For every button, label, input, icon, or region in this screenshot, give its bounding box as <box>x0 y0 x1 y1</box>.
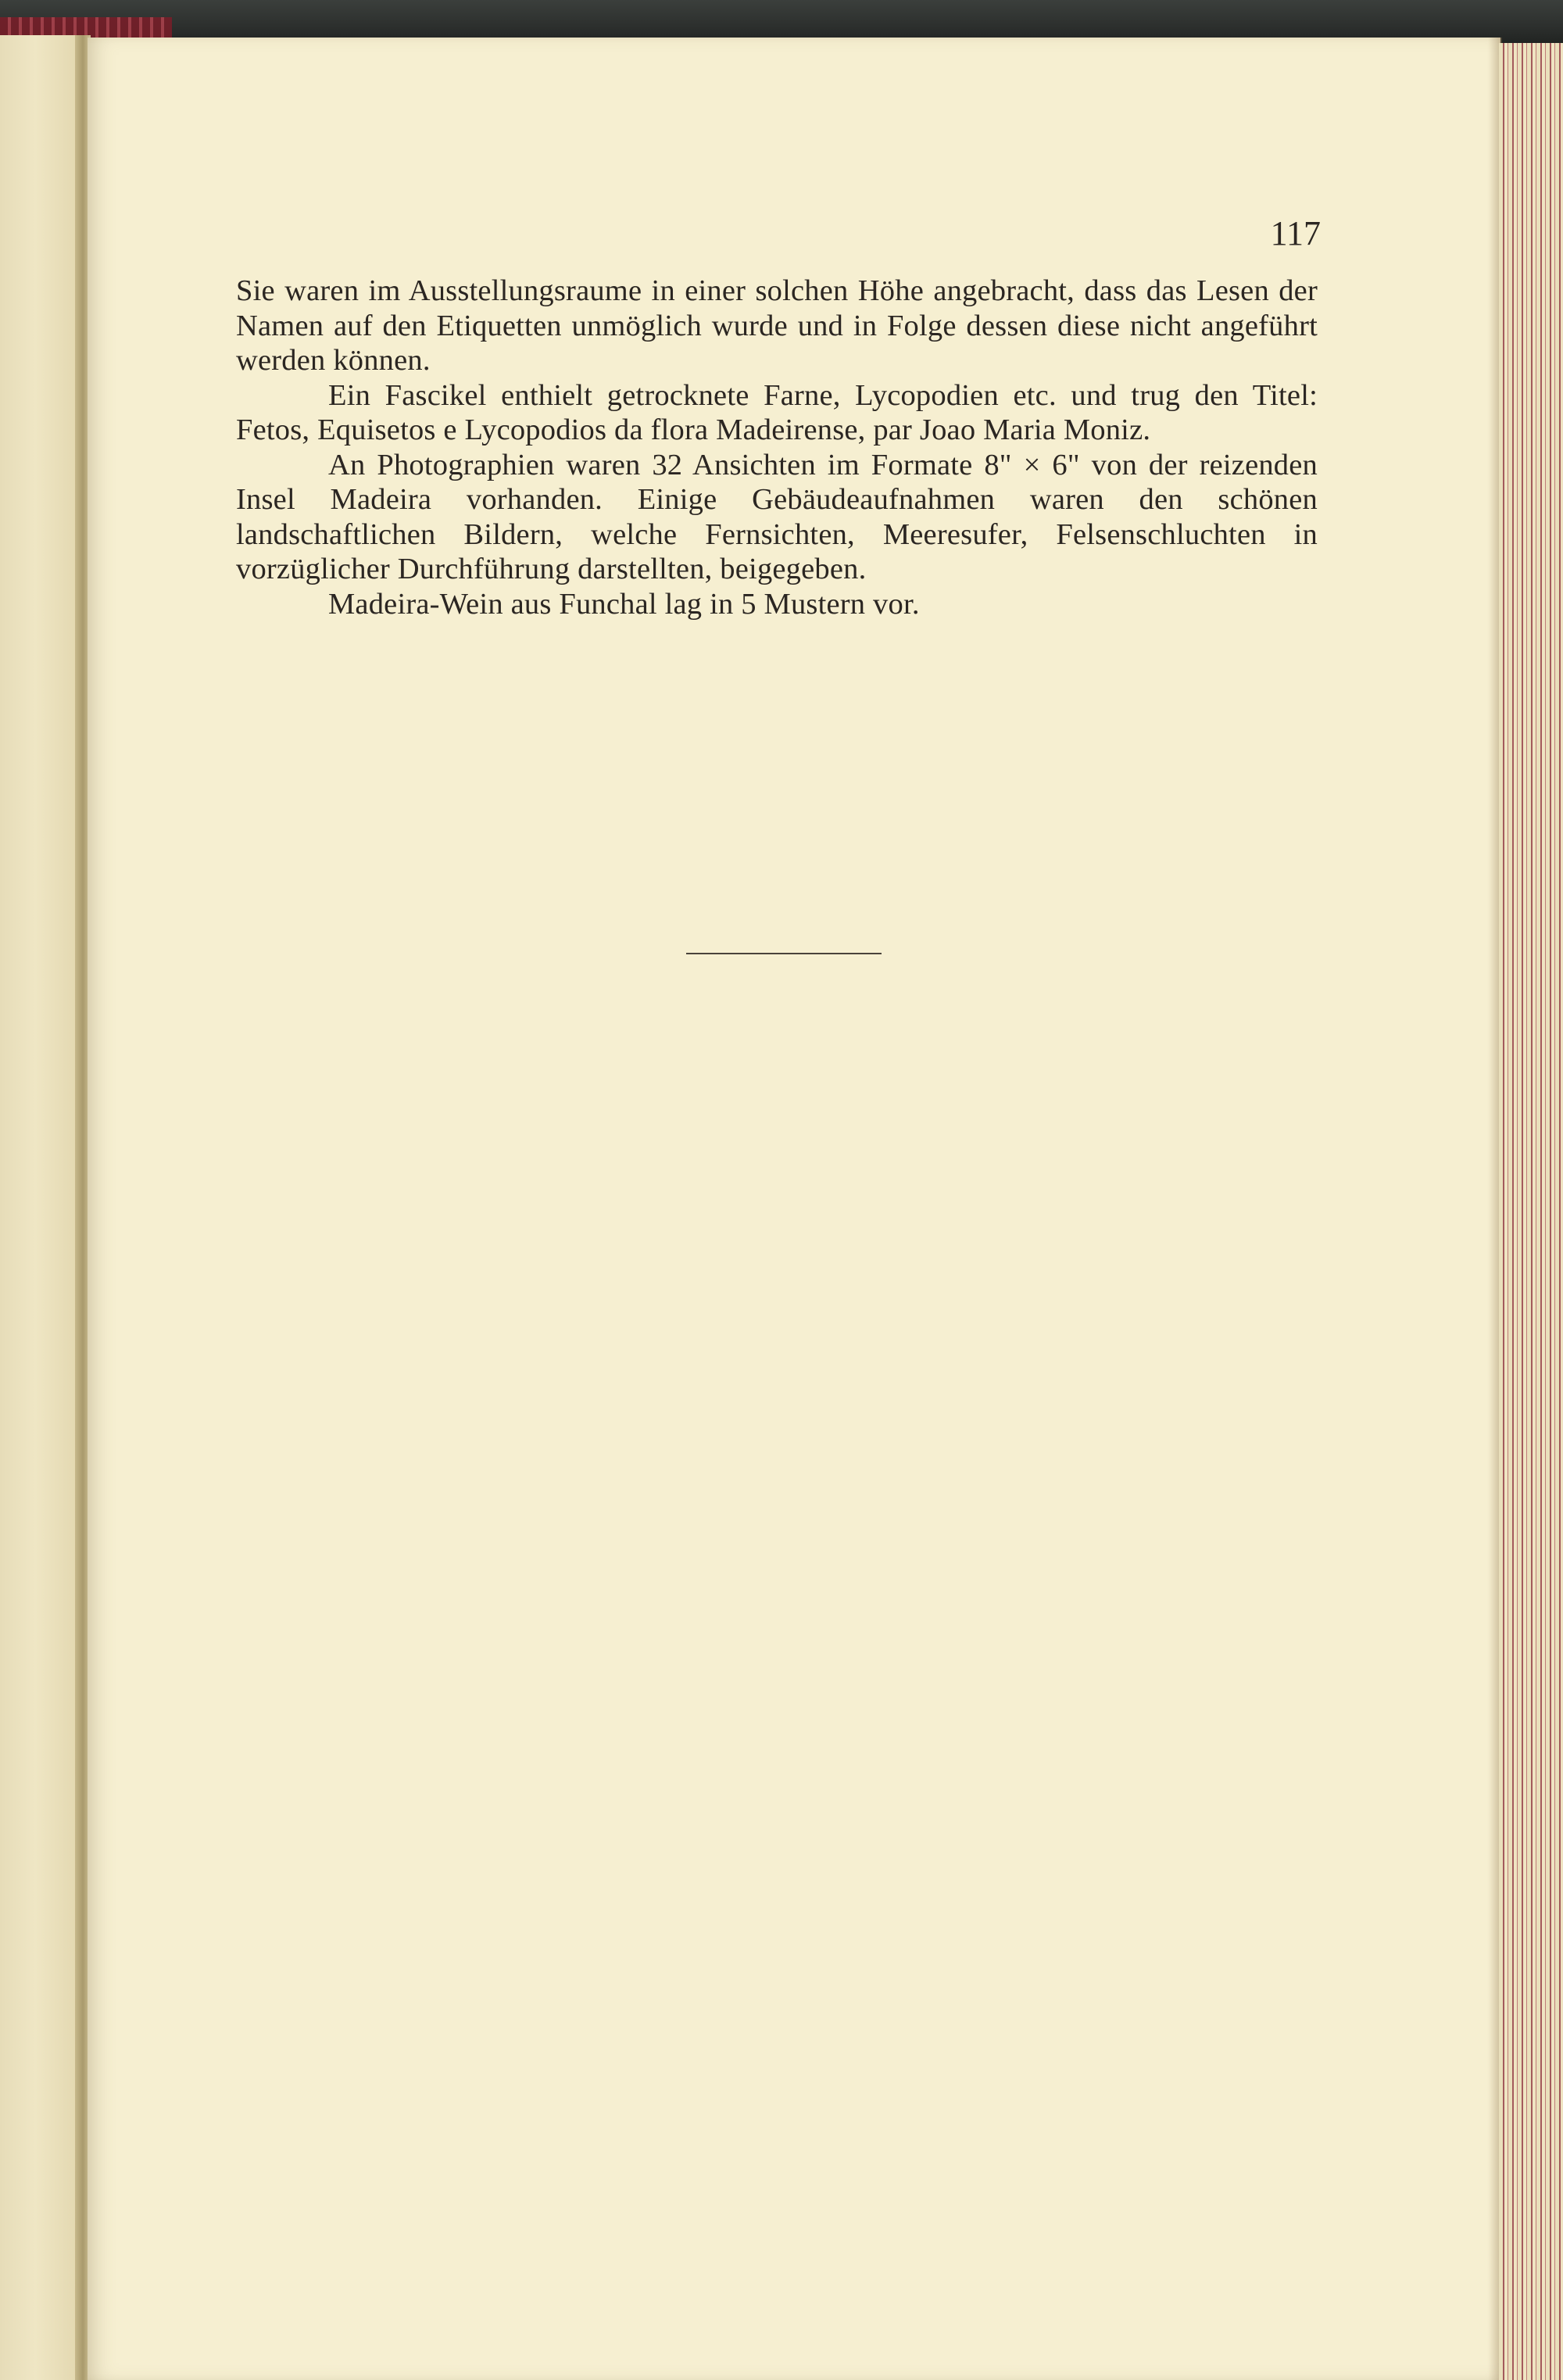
paragraph: Madeira-Wein aus Funchal lag in 5 Mustern vor. <box>328 587 920 621</box>
body-text <box>236 274 1318 621</box>
paragraph: An Photographien waren 32 Ansichten im Formate 8" × 6" von der reizenden Insel Madeira vorhanden. Einige Gebäudeaufnahmen waren den schönen landschaftlichen Bildern, welche Fernsichten, Meeresufer, Felsenschluchten in vorzüglicher Durchführung darstellten, beigegeben. <box>236 448 1318 585</box>
stacked-page-edges <box>1499 43 1563 2380</box>
page-number: 117 <box>1270 214 1321 252</box>
paragraph: Sie waren im Ausstellungsraume in einer solchen Höhe angebracht, dass das Lesen der Namen auf den Etiquetten unmöglich wurde und in Folge dessen diese nicht angeführt werden können. <box>236 274 1318 377</box>
paragraph: Ein Fascikel enthielt getrocknete Farne, Lycopodien etc. und trug den Titel: Fetos, Equisetos e Lycopodios da flora Madeirense, par Joao Maria Moniz. <box>236 378 1318 446</box>
section-divider-rule <box>686 953 882 954</box>
